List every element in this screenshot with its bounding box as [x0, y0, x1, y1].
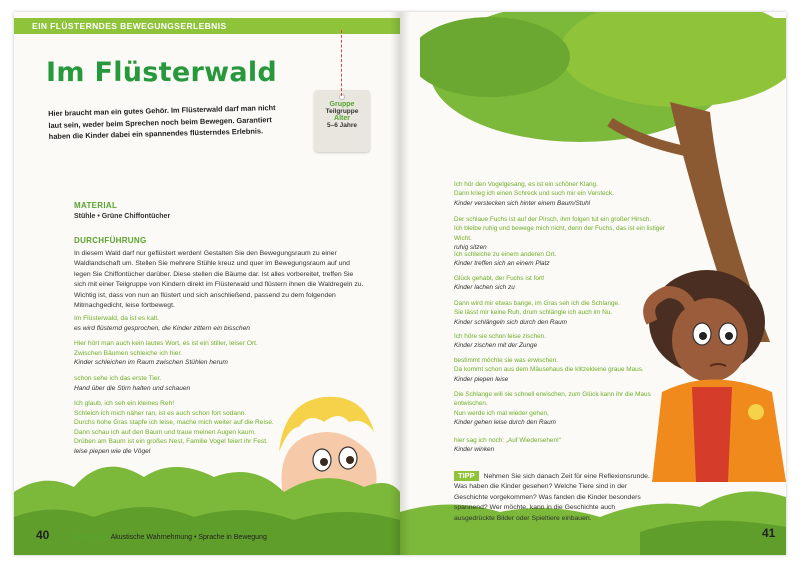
page-number-right: 41 — [762, 526, 776, 540]
group-age-tag — [314, 90, 370, 152]
poem-instruction: Kinder zischen mit der Zunge — [454, 342, 538, 350]
footer-label: Förderziele: — [69, 534, 109, 541]
poem-line: Dann wird mir etwas bange, im Gras seh ich die Schlange. — [454, 300, 620, 307]
poem-instruction: Kinder piepen leise — [454, 375, 509, 383]
right-page — [400, 12, 786, 555]
tag-string — [341, 30, 342, 96]
poem-line: Dann schau ich auf den Baum und traue meinen Augen kaum. — [74, 428, 256, 436]
poem-line: bestimmt möchte sie was erwischen. — [454, 357, 559, 364]
page-number-left: 40 — [36, 528, 50, 542]
gruppe-value: Teilgruppe — [325, 108, 359, 115]
poem-line: Die Schlange will sie schnell erwischen, zum Glück kann ihr die Maus entwischen. — [454, 391, 651, 408]
poem-line: Sie lässt mir keine Ruh, drum schlängle ich auch im Nu. — [454, 309, 613, 317]
intro-text: Hier braucht man ein gutes Gehör. Im Flüsterwald darf man nicht laut sein, weder beim Sprechen noch beim Bewegen. Garantiert haben die Kinder dabei ein spannendes flüsterndes Erlebnis. — [48, 103, 276, 141]
poem-instruction: leise piepen wie die Vögel — [74, 447, 151, 455]
poem-instruction: Hand über die Stirn halten und schauen — [74, 384, 191, 392]
poem-line: Ich bleibe ruhig und bewege mich nicht, denn der Fuchs, das ist ein listiger Wicht. — [454, 225, 666, 242]
poem-stanza-r2 — [454, 215, 666, 253]
durchfuehrung-heading: DURCHFÜHRUNG — [74, 236, 147, 245]
tipp-badge: TIPP — [454, 471, 479, 481]
poem-line: Ich hör den Vogelgesang, es ist ein schöner Klang. — [454, 181, 598, 188]
poem-line: Schleich ich mich näher ran, ist es auch schon fort sodann. — [74, 409, 247, 417]
poem-line: Der schlaue Fuchs ist auf der Pirsch, ihm folgen tut ein großer Hirsch. — [454, 216, 652, 223]
poem-instruction: ruhig sitzen — [454, 244, 487, 252]
tipp-text: Nehmen Sie sich danach Zeit für eine Reflexionsrunde. Was haben die Kinder gesehen? Welche Tiere sind in der Geschichte vorgekommen? Was fanden die Kinder besonders spannend? Wer möchte, kann in die Geschichte auch ausgedrückte Bilder oder Spieltiere einbauen. — [454, 473, 650, 522]
tipp-box — [454, 471, 654, 524]
page-title: Im Flüsterwald — [46, 57, 278, 88]
poem-line: Ich höre sie schon leise zischen. — [454, 333, 547, 340]
poem-instruction: Kinder schleichen im Raum zwischen Stühlen herum — [74, 359, 228, 367]
poem-stanza-r1 — [454, 180, 666, 208]
poem-instruction: Kinder gehen leise durch den Raum — [454, 419, 556, 427]
book-spread — [14, 12, 786, 555]
alter-value: 5–6 Jahre — [327, 122, 357, 129]
poem-instruction: Kinder lachen sich zu — [454, 284, 515, 292]
material-heading: MATERIAL — [74, 201, 118, 210]
poem-line: Ich glaub, ich seh ein kleines Reh! — [74, 400, 175, 407]
poem-stanza-1 — [74, 314, 314, 333]
left-footer — [36, 528, 267, 542]
book-gutter — [390, 12, 410, 555]
durchfuehrung-text: In diesem Wald darf nur geflüstert werden! Gestalten Sie den Bewegungsraum zu einer Waldlandschaft um. Stellen Sie mehrere Stühle kreuz und quer im Bewegungsraum auf und legen Sie Chiffontücher darüber. Diese stellen die Bäume dar. Ist alles vorbereitet, treffen Sie sich mit einer Teilgruppe von Kindern direkt im Flüsterwald und flüstern ihnen die Waldregeln zu. Wichtig ist, dass von nun an flüstert und sich anschließend, passend zu dem folgenden Mitmachgedicht, leise fortbewegt. — [74, 250, 364, 310]
left-page — [14, 12, 400, 555]
footer-text: Akustische Wahrnehmung • Sprache in Bewegung — [110, 534, 267, 541]
poem-instruction: Kinder winken — [454, 446, 495, 454]
poem-line: Nun werde ich mal wieder gehen, — [454, 409, 549, 417]
poem-instruction: Kinder verstecken sich hinter einem Baum/Stuhl — [454, 199, 591, 207]
poem-line: Dann krieg ich einen Schreck und such mir ein Versteck. — [454, 190, 614, 198]
poem-line: Glück gehabt, der Fuchs ist fort! — [454, 275, 545, 282]
poem-line: schon sehe ich das erste Tier. — [74, 375, 162, 382]
material-list: Stühle • Grüne Chiffontücher — [74, 213, 171, 220]
gruppe-label: Gruppe — [329, 101, 355, 108]
poem-line: Ich schleiche zu einem anderen Ort. — [454, 251, 557, 258]
poem-instruction: Kinder treffen sich an einem Platz — [454, 260, 550, 268]
poem-line: Im Flüsterwald, da ist es kalt. — [74, 315, 160, 322]
section-header: EIN FLÜSTERNDES BEWEGUNGSERLEBNIS — [14, 18, 400, 34]
tag-hole — [339, 94, 345, 100]
alter-label: Alter — [334, 115, 350, 122]
poem-line: Drüben am Baum ist ein großes Nest, Familie Vogel feiert ihr Fest. — [74, 438, 268, 446]
poem-line: Hier hört man auch kein lautes Wort, es ist ein stiller, leiser Ort. — [74, 340, 258, 347]
poem-instruction: es wird flüsternd gesprochen, die Kinder zittern ein bisschen — [74, 324, 250, 332]
poem-line: Durchs hohe Gras stapfe ich leise, mache mich weiter auf die Reise. — [74, 419, 274, 427]
poem-instruction: Kinder schlängeln sich durch den Raum — [454, 318, 567, 326]
poem-line: Zwischen Bäumen schleiche ich hier. — [74, 349, 183, 357]
poem-line: Da kommt schon aus dem Mäusehaus die klitzekleine graue Maus. — [454, 366, 644, 374]
poem-line: hier sag ich noch: „Auf Wiedersehen!“ — [454, 437, 561, 444]
